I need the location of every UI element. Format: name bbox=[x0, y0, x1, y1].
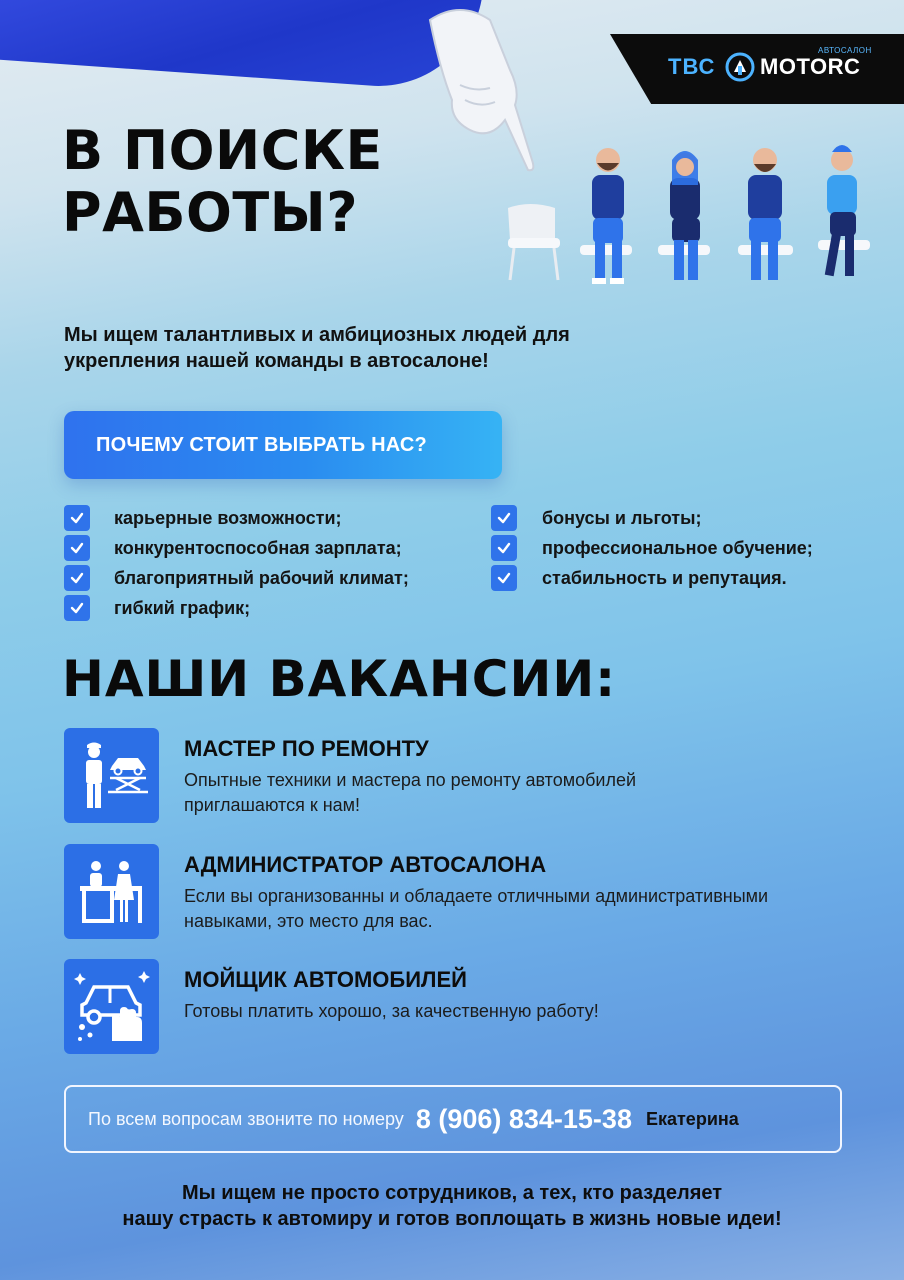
checkbox-checked-icon bbox=[491, 535, 517, 561]
benefit-item bbox=[491, 563, 813, 593]
benefit-item bbox=[64, 563, 409, 593]
benefit-text: профессиональное обучение; bbox=[542, 537, 813, 558]
footer-text bbox=[0, 1180, 904, 1232]
benefit-text: конкурентоспособная зарплата; bbox=[114, 537, 402, 558]
vacancy-card bbox=[64, 728, 864, 824]
car-wash-icon bbox=[64, 959, 159, 1054]
benefits-list-right bbox=[491, 503, 813, 593]
vacancy-desc-line: приглашаются к нам! bbox=[184, 795, 361, 815]
vacancy-description bbox=[184, 768, 874, 818]
contact-name: Екатерина bbox=[645, 1108, 739, 1129]
benefit-text: гибкий график; bbox=[114, 597, 251, 618]
contact-text: По всем вопросам звоните по номеру bbox=[88, 1108, 404, 1129]
mechanic-icon bbox=[64, 728, 159, 823]
checkbox-checked-icon bbox=[64, 505, 90, 531]
logo-emblem-icon bbox=[725, 52, 755, 82]
vacancy-description bbox=[184, 999, 874, 1024]
checkbox-checked-icon bbox=[64, 535, 90, 561]
vacancy-desc-line: Если вы организованны и обладаете отличными административными bbox=[184, 886, 769, 906]
benefit-item bbox=[64, 533, 409, 563]
vacancy-title: МОЙЩИК АВТОМОБИЛЕЙ bbox=[184, 967, 467, 992]
waiting-people-illustration bbox=[500, 130, 890, 290]
benefit-item bbox=[491, 533, 813, 563]
benefit-item bbox=[64, 593, 409, 623]
checkbox-checked-icon bbox=[491, 505, 517, 531]
sleeve-illustration bbox=[0, 0, 483, 93]
benefit-item bbox=[491, 503, 813, 533]
benefits-list-left bbox=[64, 503, 409, 623]
logo-subtitle: АВТОСАЛОН bbox=[818, 46, 872, 55]
benefit-text: карьерные возможности; bbox=[114, 507, 342, 528]
intro-line-2: укрепления нашей команды в автосалоне! bbox=[64, 350, 489, 372]
vacancy-title: МАСТЕР ПО РЕМОНТУ bbox=[184, 736, 429, 761]
vacancies-heading: НАШИ ВАКАНСИИ: bbox=[62, 650, 617, 708]
checkbox-checked-icon bbox=[64, 565, 90, 591]
footer-line-1: Мы ищем не просто сотрудников, а тех, кто разделяет bbox=[181, 1182, 723, 1204]
title-line-2: РАБОТЫ? bbox=[62, 181, 359, 244]
logo-text-left: ТВС bbox=[668, 54, 716, 79]
checkbox-checked-icon bbox=[491, 565, 517, 591]
benefit-text: благоприятный рабочий климат; bbox=[114, 567, 409, 588]
why-choose-us-banner: ПОЧЕМУ СТОИТ ВЫБРАТЬ НАС? bbox=[64, 411, 502, 479]
benefit-text: стабильность и репутация. bbox=[542, 567, 787, 588]
contact-box bbox=[64, 1085, 842, 1153]
vacancy-card bbox=[64, 959, 864, 1055]
page-title bbox=[62, 120, 482, 244]
benefit-text: бонусы и льготы; bbox=[542, 507, 702, 528]
vacancy-desc-line: навыками, это место для вас. bbox=[184, 911, 433, 931]
title-line-1: В ПОИСКЕ bbox=[62, 119, 383, 182]
checkbox-checked-icon bbox=[64, 595, 90, 621]
reception-desk-icon bbox=[64, 844, 159, 939]
vacancy-desc-line: Опытные техники и мастера по ремонту автомобилей bbox=[184, 770, 637, 790]
intro-line-1: Мы ищем талантливых и амбициозных людей для bbox=[64, 324, 570, 346]
contact-phone-link[interactable]: 8 (906) 834-15-38 bbox=[415, 1103, 632, 1134]
vacancy-description bbox=[184, 884, 874, 934]
vacancy-card bbox=[64, 844, 864, 940]
intro-text bbox=[64, 322, 684, 374]
footer-line-2: нашу страсть к автомиру и готов воплощать в жизнь новые идеи! bbox=[122, 1208, 782, 1230]
benefit-item bbox=[64, 503, 409, 533]
logo-text-right: MOTORC bbox=[760, 54, 861, 79]
vacancy-desc-line: Готовы платить хорошо, за качественную работу! bbox=[184, 1001, 599, 1021]
vacancy-title: АДМИНИСТРАТОР АВТОСАЛОНА bbox=[184, 852, 547, 877]
